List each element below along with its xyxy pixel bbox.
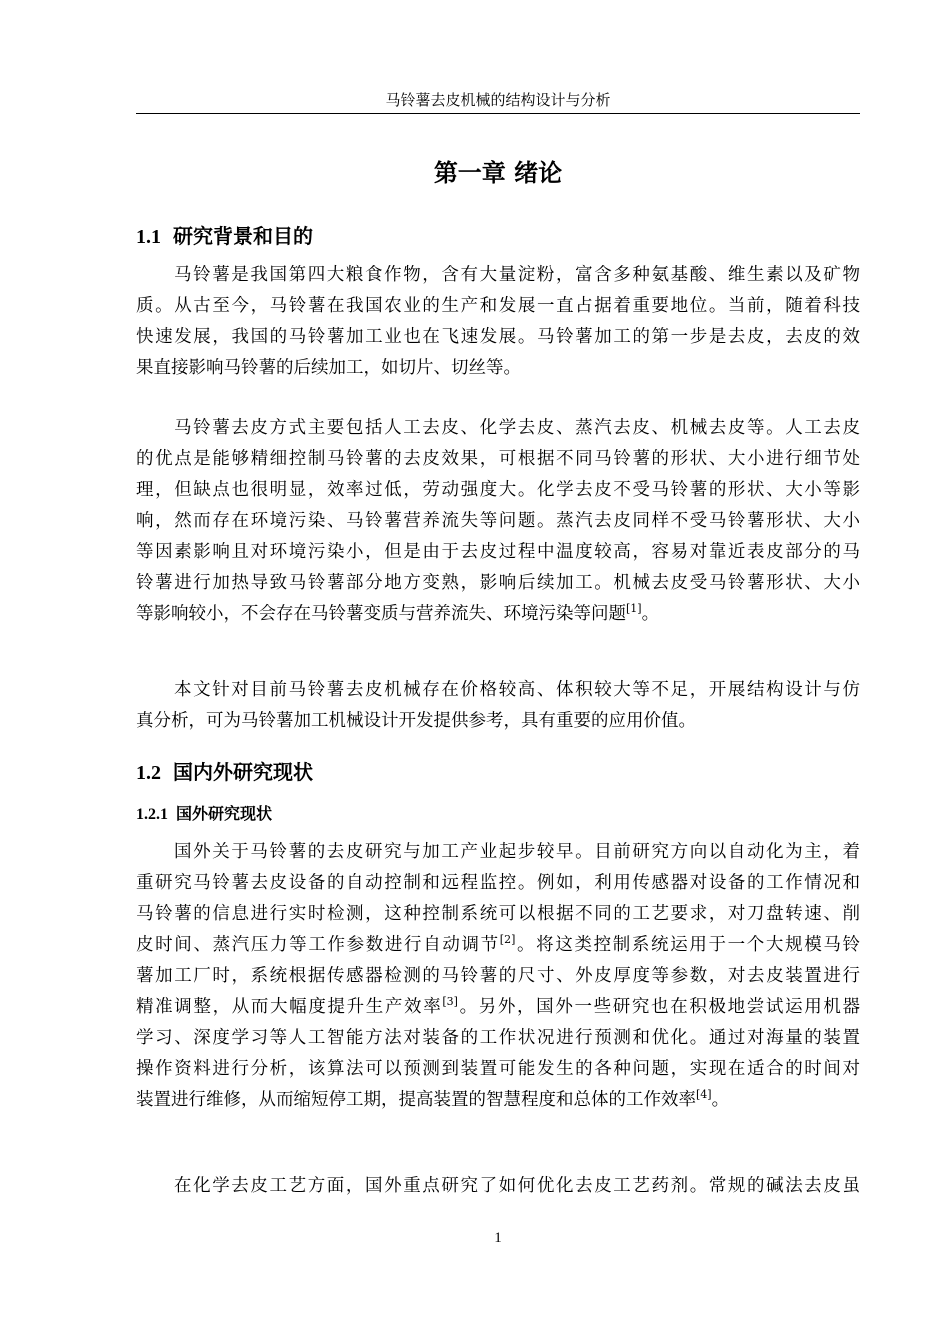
- text-line: 薯加工厂时，系统根据传感器检测的马铃薯的尺寸、外皮厚度等参数，对去皮装置进行: [136, 966, 860, 986]
- paragraph-1-2-1-b: [136, 1171, 860, 1202]
- paragraph-1-2-1-a: [136, 837, 860, 1116]
- paragraph-1-1-c: [136, 675, 860, 737]
- citation-marker: [2]: [499, 933, 516, 947]
- text-line: 等因素影响且对环境污染小，但是由于去皮过程中温度较高，容易对靠近表皮部分的马: [136, 542, 860, 562]
- page-number: 1: [494, 1230, 502, 1246]
- text-line: 快速发展，我国的马铃薯加工业也在飞速发展。马铃薯加工的第一步是去皮，去皮的效: [136, 327, 860, 347]
- text-line: 理，但缺点也很明显，效率过低，劳动强度大。化学去皮不受马铃薯的形状、大小等影: [136, 480, 860, 500]
- subsection-number: 1.2.1: [136, 806, 168, 823]
- running-header: 马铃薯去皮机械的结构设计与分析: [385, 91, 611, 109]
- text-line: 马铃薯是我国第四大粮食作物，含有大量淀粉，富含多种氨基酸、维生素以及矿物: [174, 265, 860, 285]
- text-line: 响，然而存在环境污染、马铃薯营养流失等问题。蒸汽去皮同样不受马铃薯形状、大小: [136, 511, 860, 531]
- paragraph-1-1-a: [136, 260, 860, 384]
- citation-marker: [1]: [626, 602, 642, 616]
- chapter-title: 第一章 绪论: [433, 159, 563, 187]
- text-line: 马铃薯去皮方式主要包括人工去皮、化学去皮、蒸汽去皮、机械去皮等。人工去皮: [174, 418, 860, 438]
- text-line: 皮时间、蒸汽压力等工作参数进行自动调节[2]。将这类控制系统运用于一个大规模马铃: [136, 933, 860, 955]
- section-heading-1-2: [136, 757, 313, 788]
- text-line: 装置进行维修，从而缩短停工期，提高装置的智慧程度和总体的工作效率[4]。: [136, 1088, 730, 1110]
- header-rule: [136, 113, 860, 114]
- text-line: 马铃薯的信息进行实时检测，这种控制系统可以根据不同的工艺要求，对刀盘转速、削: [136, 904, 860, 924]
- section-number: 1.1: [136, 226, 161, 248]
- text-line: 质。从古至今，马铃薯在我国农业的生产和发展一直占据着重要地位。当前，随着科技: [136, 296, 860, 316]
- text-line: 重研究马铃薯去皮设备的自动控制和远程监控。例如，利用传感器对设备的工作情况和: [136, 873, 860, 893]
- subsection-title: 国外研究现状: [176, 804, 273, 823]
- text-line: 操作资料进行分析，该算法可以预测到装置可能发生的各种问题，实现在适合的时间对: [136, 1059, 860, 1079]
- text-line: 铃薯进行加热导致马铃薯部分地方变熟，影响后续加工。机械去皮受马铃薯形状、大小: [136, 573, 860, 593]
- text-line: 精准调整，从而大幅度提升生产效率[3]。另外，国外一些研究也在积极地尝试运用机器: [136, 995, 860, 1017]
- section-title: 研究背景和目的: [173, 224, 313, 248]
- section-number: 1.2: [136, 762, 161, 784]
- text-line: 在化学去皮工艺方面，国外重点研究了如何优化去皮工艺药剂。常规的碱法去皮虽: [174, 1176, 860, 1196]
- section-title: 国内外研究现状: [173, 760, 313, 784]
- text-line: 果直接影响马铃薯的后续加工，如切片、切丝等。: [136, 358, 521, 378]
- section-heading-1-1: [136, 221, 313, 252]
- text-line: 的优点是能够精细控制马铃薯的去皮效果，可根据不同马铃薯的形状、大小进行细节处: [136, 449, 860, 469]
- text-line: 等影响较小，不会存在马铃薯变质与营养流失、环境污染等问题[1]。: [136, 602, 660, 624]
- paragraph-1-1-b: [136, 413, 860, 630]
- subsection-heading-1-2-1: [136, 802, 272, 827]
- citation-marker: [3]: [442, 995, 458, 1009]
- text-line: 学习、深度学习等人工智能方法对装备的工作状况进行预测和优化。通过对海量的装置: [136, 1028, 860, 1048]
- text-line: 真分析，可为马铃薯加工机械设计开发提供参考，具有重要的应用价值。: [136, 711, 696, 731]
- citation-marker: [4]: [696, 1088, 712, 1102]
- text-line: 本文针对目前马铃薯去皮机械存在价格较高、体积较大等不足，开展结构设计与仿: [174, 680, 860, 700]
- text-line: 国外关于马铃薯的去皮研究与加工产业起步较早。目前研究方向以自动化为主，着: [174, 842, 860, 862]
